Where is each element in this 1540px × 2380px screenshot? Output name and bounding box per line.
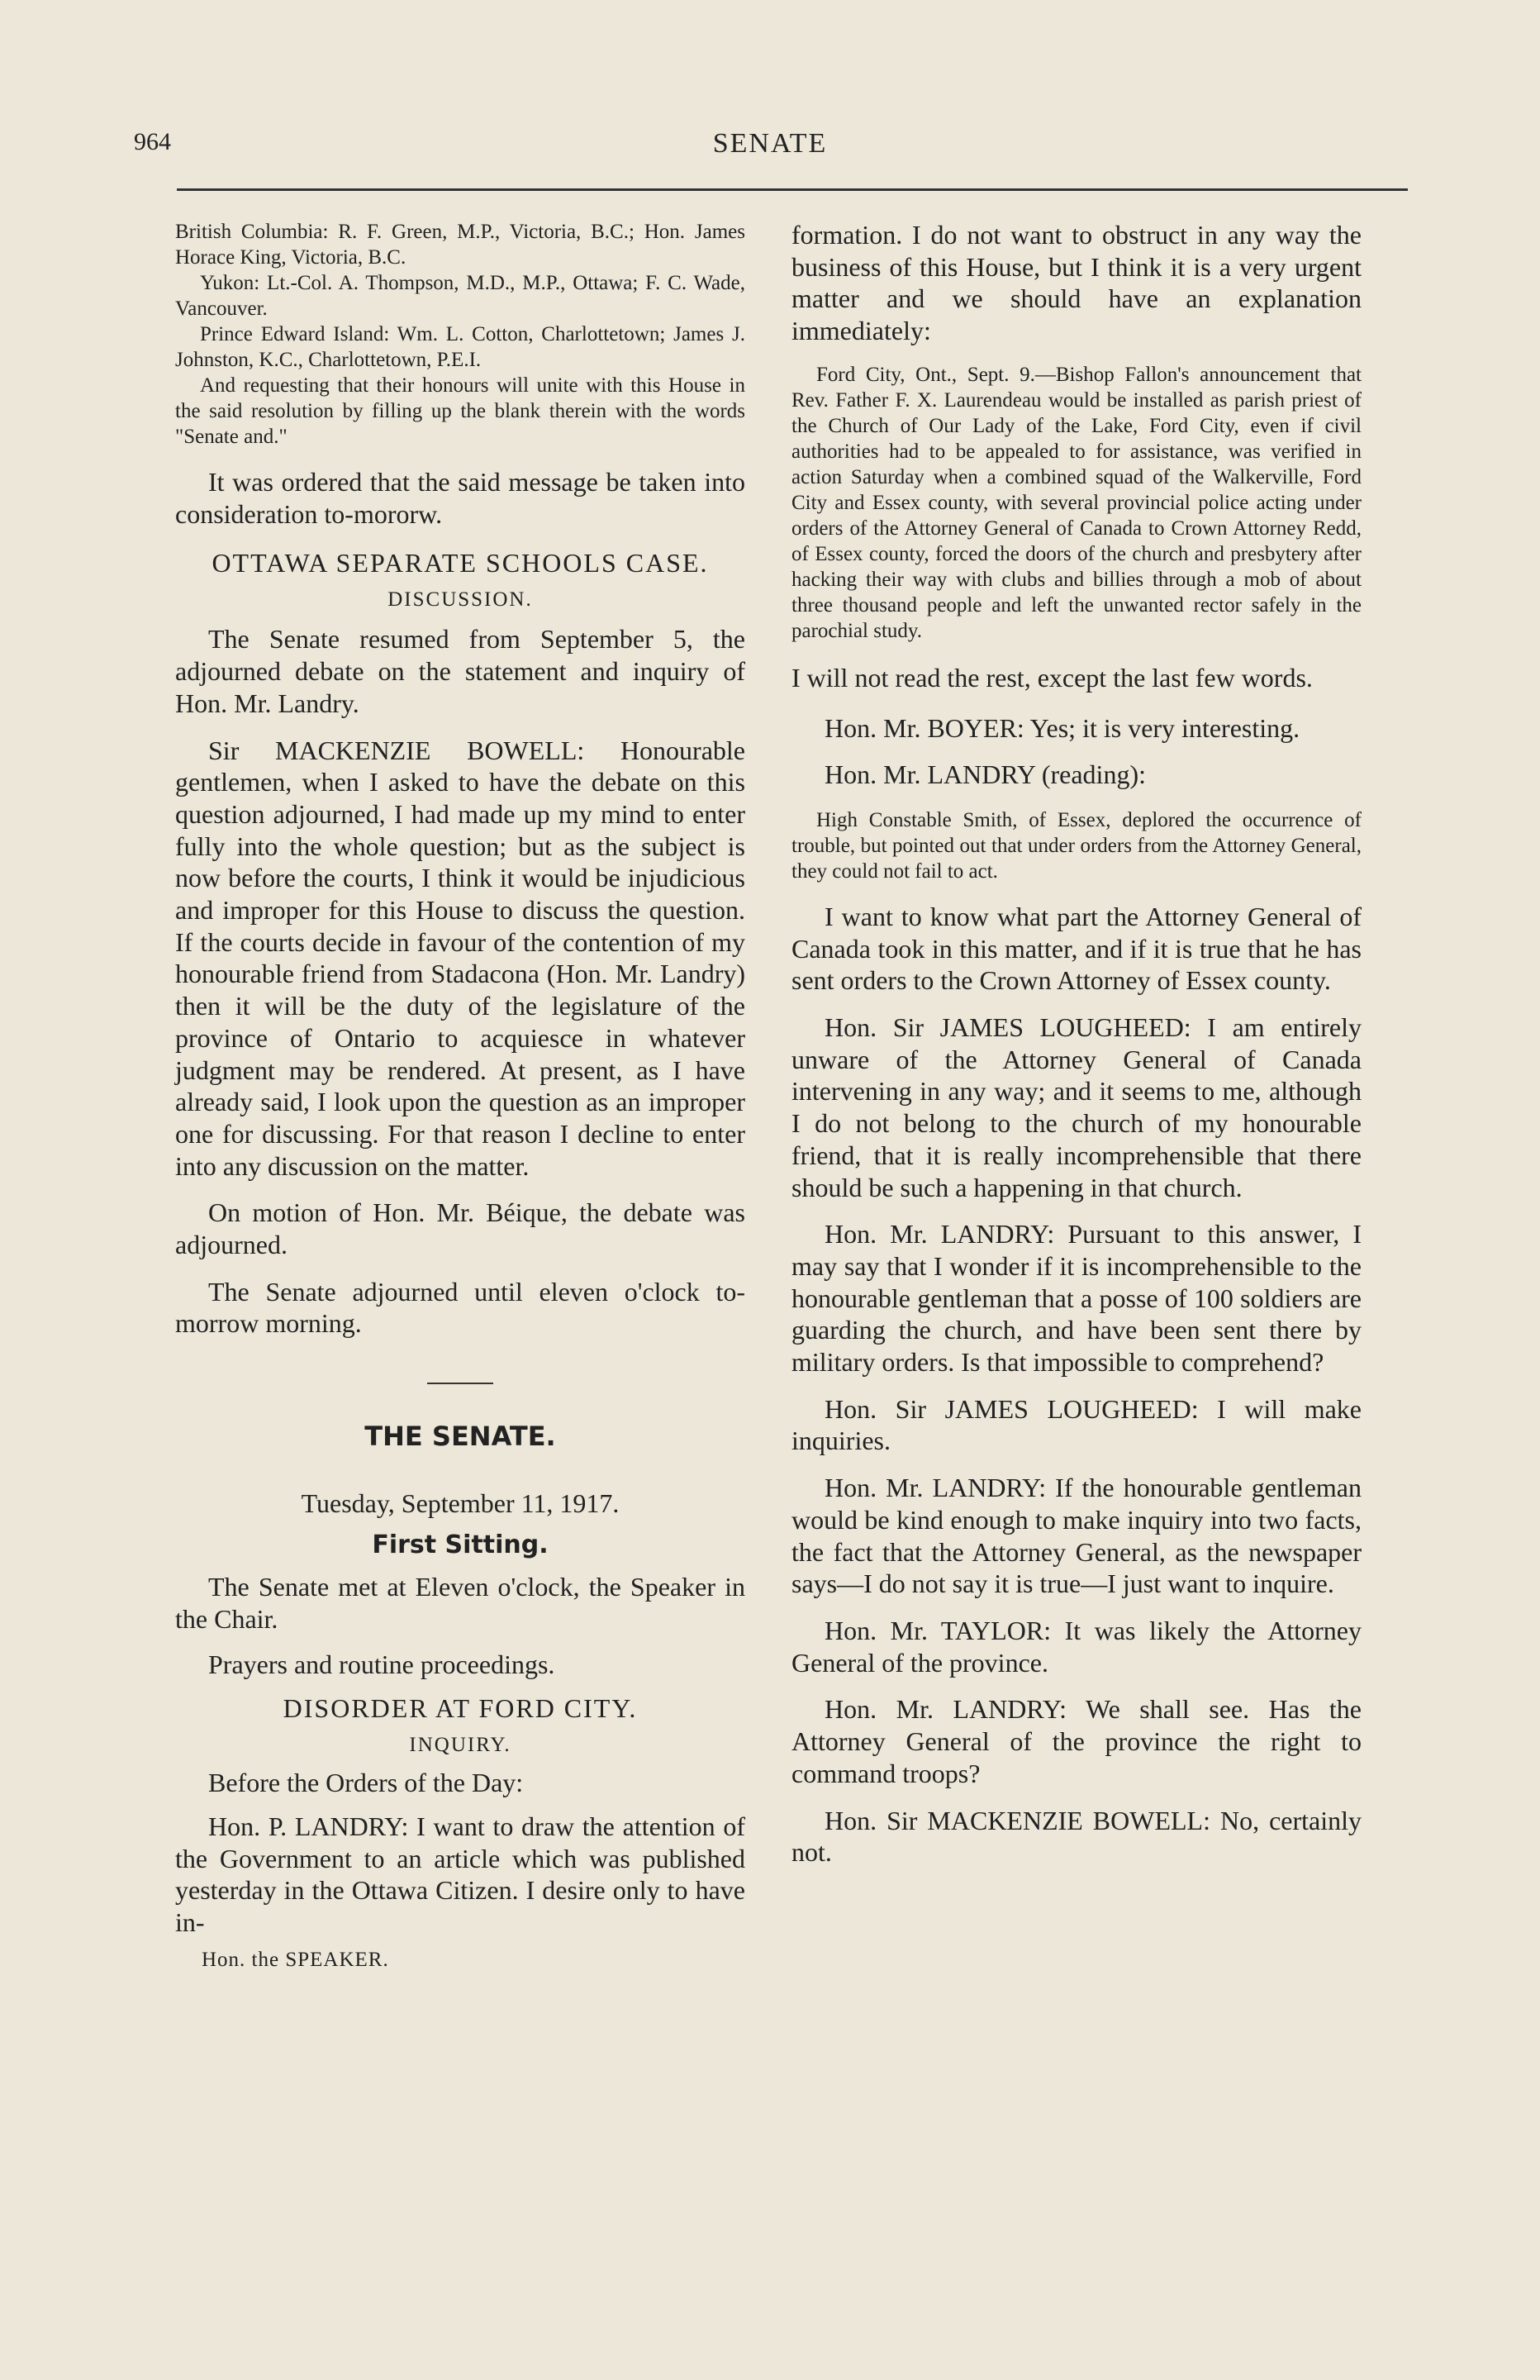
- paragraph: Before the Orders of the Day:: [208, 1768, 524, 1798]
- sitting-date: Tuesday, September 11, 1917.: [301, 1488, 620, 1519]
- paragraph: Yukon: Lt.-Col. A. Thompson, M.D., M.P., Ottawa; F. C. Wade, Vancouver.: [175, 272, 745, 320]
- paragraph: The Senate adjourned until eleven o'clock to-morrow morning.: [175, 1276, 745, 1339]
- running-header: [134, 128, 1406, 169]
- section-heading: OTTAWA SEPARATE SCHOOLS CASE.: [212, 548, 709, 578]
- paragraph: British Columbia: R. F. Green, M.P., Victoria, B.C.; Hon. James Horace King, Victoria, B.C.: [175, 221, 745, 269]
- paragraph: Hon. Sir MACKENZIE BOWELL: No, certainly not.: [791, 1805, 1362, 1868]
- paragraph: Hon. Sir JAMES LOUGHEED: I will make inquiries.: [791, 1393, 1362, 1456]
- paragraph: I will not read the rest, except the last few words.: [791, 662, 1313, 693]
- section-subheading: INQUIRY.: [409, 1734, 511, 1757]
- section-divider: [427, 1383, 493, 1384]
- paragraph: Hon. Mr. LANDRY: Pursuant to this answer, I may say that I wonder if it is incomprehensible to the honourable gentleman that a posse of 100 soldiers are guarding the church, and have been sent there by military orders. Is that impossible to comprehend?: [791, 1219, 1362, 1378]
- quoted-article: High Constable Smith, of Essex, deplored the occurrence of trouble, but pointed out that under orders from the Attorney General, they could not fail to act.: [791, 808, 1362, 883]
- sitting-title: THE SENATE.: [364, 1421, 556, 1453]
- paragraph: On motion of Hon. Mr. Béique, the debate was adjourned.: [175, 1197, 745, 1260]
- quoted-article: Ford City, Ont., Sept. 9.—Bishop Fallon's announcement that Rev. Father F. X. Laurendeau would be installed as parish priest of the Church of Our Lady of the Lake, Ford City, even if civil authorities had to be appealed to for assistance, was verified in action Saturday when a combined squad of the Walkerville, Ford City and Essex county, with several provincial police acting under orders of the Attorney General of Canada to Crown Attorney Redd, of Essex county, forced the doors of the church and presbytery after hacking their way with clubs and billies through a mob of about three thousand people and left the unwanted rector safely in the parochial study.: [791, 363, 1362, 642]
- paragraph: The Senate resumed from September 5, the adjourned debate on the statement and inquiry of Hon. Mr. Landry.: [175, 624, 745, 718]
- paragraph: Hon. Mr. TAYLOR: It was likely the Attorney General of the province.: [791, 1615, 1362, 1678]
- paragraph: Hon. Mr. LANDRY (reading):: [825, 759, 1146, 790]
- left-column: [175, 219, 745, 1972]
- paragraph: Hon. P. LANDRY: I want to draw the attention of the Government to an article which was published yesterday in the Ottawa Citizen. I desire only to have in-: [175, 1811, 745, 1938]
- paragraph: formation. I do not want to obstruct in any way the business of this House, but I think it is a very urgent matter and we should have an explanation immediately:: [791, 220, 1362, 346]
- right-column: [791, 219, 1362, 1868]
- section-heading: DISORDER AT FORD CITY.: [283, 1693, 638, 1724]
- paragraph: I want to know what part the Attorney General of Canada took in this matter, and if it is true that he has sent orders to the Crown Attorney of Essex county.: [791, 901, 1362, 996]
- paragraph: And requesting that their honours will unite with this House in the said resolution by filling up the blank therein with the words "Senate and.": [175, 374, 745, 448]
- paragraph: Hon. Mr. LANDRY: If the honourable gentleman would be kind enough to make inquiry into two facts, the fact that the Attorney General, as the newspaper says—I do not say it is true—I just want to inquire.: [791, 1473, 1362, 1599]
- page-footer: Hon. the SPEAKER.: [202, 1948, 389, 1971]
- paragraph: The Senate met at Eleven o'clock, the Speaker in the Chair.: [175, 1572, 745, 1634]
- paragraph: Prince Edward Island: Wm. L. Cotton, Charlottetown; James J. Johnston, K.C., Charlottetown, P.E.I.: [175, 323, 745, 371]
- paragraph: Hon. Mr. LANDRY: We shall see. Has the Attorney General of the province the right to command troops?: [791, 1694, 1362, 1788]
- sitting-label: First Sitting.: [372, 1530, 549, 1560]
- paragraph: Hon. Sir JAMES LOUGHEED: I am entirely unware of the Attorney General of Canada intervening in any way; and it seems to me, although I do not belong to the church of my honourable friend, that it is really incomprehensible that there should be such a happening in that church.: [791, 1012, 1362, 1202]
- paragraph: Prayers and routine proceedings.: [208, 1649, 555, 1679]
- paragraph: Sir MACKENZIE BOWELL: Honourable gentlemen, when I asked to have the debate on this question adjourned, I had made up my mind to enter fully into the whole question; but as the subject is now before the courts, I think it would be injudicious and improper for this House to discuss the question. If the courts decide in favour of the contention of my honourable friend from Stadacona (Hon. Mr. Landry) then it will be the duty of the legislature of the province of Ontario to acquiesce in whatever judgment may be rendered. At present, as I have already said, I look upon the question as an improper one for discussing. For that reason I decline to enter into any discussion on the matter.: [175, 735, 745, 1181]
- paragraph: Hon. Mr. BOYER: Yes; it is very interesting.: [825, 712, 1300, 743]
- header-rule: [177, 188, 1408, 191]
- paragraph: It was ordered that the said message be taken into consideration to-mororw.: [175, 467, 745, 529]
- running-title: SENATE: [712, 128, 828, 159]
- section-subheading: DISCUSSION.: [387, 588, 533, 612]
- page-number: 964: [134, 128, 171, 155]
